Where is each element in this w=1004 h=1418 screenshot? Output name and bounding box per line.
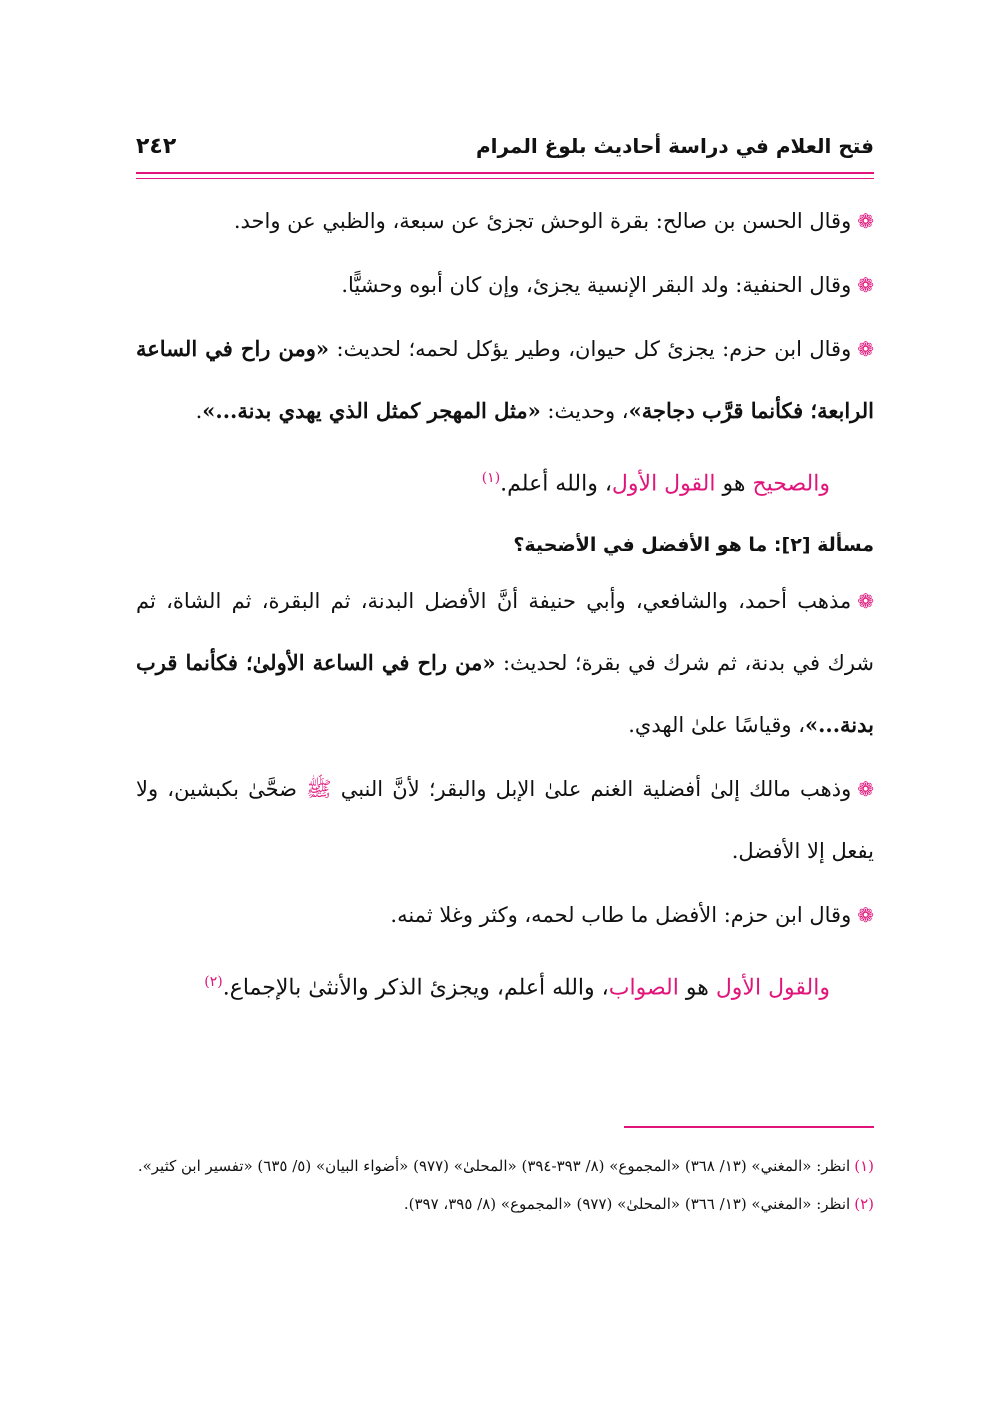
hadith-quote: «مثل المهجر كمثل الذي يهدي بدنة...» [202, 398, 541, 423]
flower-bullet-icon: ❁ [857, 589, 874, 614]
paragraph-text: وقال الحسن بن صالح: بقرة الوحش تجزئ عن سبعة، والظبي عن واحد. [233, 209, 852, 233]
conclusion-keyword: والصحيح [752, 471, 830, 497]
hadith-quote: «من راح في الساعة الأولىٰ؛ فكأنما قرب بدنة...» [136, 650, 874, 738]
page-header [136, 128, 874, 164]
issue-heading: مسألة [٢]: ما هو الأفضل في الأضحية؟ [513, 534, 874, 557]
conclusion-keyword: الصواب [608, 975, 679, 1001]
conclusion-text: ، والله أعلم. [500, 471, 612, 497]
footnote-ref-1[interactable]: (١) [481, 470, 501, 486]
paragraph-text: وقال ابن حزم: الأفضل ما طاب لحمه، وكثر وغلا ثمنه. [390, 903, 852, 928]
paragraph-text: وقال الحنفية: ولد البقر الإنسية يجزئ، وإن كان أبوه وحشيًّا. [341, 273, 852, 297]
running-title: فتح العلام في دراسة أحاديث بلوغ المرام [475, 134, 874, 158]
paragraph-hanafiyya [136, 254, 874, 316]
footnote-text: انظر: «المغني» (١٣/ ٣٦٦) «المحلىٰ» (٩٧٧) «المجموع» (٨/ ٣٩٥، ٣٩٧). [403, 1195, 851, 1213]
paragraph-text: ، وحديث: [540, 399, 629, 423]
paragraph-text: مذهب أحمد، والشافعي، وأبي حنيفة أنَّ الأفضل البدنة، ثم البقرة، ثم الشاة، ثم شرك في بدنة، ثم شرك في بقرة؛ لحديث: [136, 589, 875, 676]
footnote-separator [624, 1126, 874, 1128]
flower-bullet-icon: ❁ [857, 337, 874, 361]
conclusion-text: ، والله أعلم، ويجزئ الذكر والأنثىٰ بالإجماع. [222, 975, 609, 1001]
footnote-ref-2[interactable]: (٢) [204, 974, 223, 991]
paragraph-majority [136, 570, 874, 756]
flower-bullet-icon: ❁ [857, 209, 874, 233]
paragraph-text: ، وقياسًا علىٰ الهدي. [628, 713, 805, 738]
footnote-text: انظر: «المغني» (١٣/ ٣٦٨) «المجموع» (٨/ ٣٩٣-٣٩٤) «المحلىٰ» (٩٧٧) «أضواء البيان» (٥/ ٦٣٥) «تفسير ابن كثير». [137, 1157, 851, 1175]
salawat-icon: ﷺ [306, 777, 332, 802]
flower-bullet-icon: ❁ [857, 777, 874, 802]
footnotes [136, 1150, 874, 1226]
conclusion-text: هو [715, 471, 753, 497]
footnote-2 [136, 1188, 874, 1220]
page-number: ٢٤٢ [136, 133, 177, 159]
paragraph-malik [136, 758, 874, 882]
conclusion-2 [136, 950, 830, 1020]
header-rule-thick [136, 172, 874, 174]
hadith-quote: «ومن راح في الساعة الرابعة؛ فكأنما قرَّب دجاجة» [136, 336, 874, 423]
conclusion-keyword: القول الأول [611, 471, 716, 497]
flower-bullet-icon: ❁ [857, 273, 874, 297]
flower-bullet-icon: ❁ [857, 903, 874, 928]
paragraph-ibn-hazm-2 [136, 884, 874, 946]
paragraph-hasan-ibn-salih [136, 190, 874, 252]
header-rule-thin [136, 178, 874, 179]
paragraph-text: ضحَّىٰ بكبشين، ولا يفعل إلا الأفضل. [136, 777, 874, 864]
footnote-1 [136, 1150, 874, 1182]
footnote-number: (١) [854, 1157, 874, 1175]
paragraph-text: . [195, 399, 203, 423]
paragraph-text: وقال ابن حزم: يجزئ كل حيوان، وطير يؤكل لحمه؛ لحديث: [329, 337, 852, 361]
paragraph-text: وذهب مالك إلىٰ أفضلية الغنم علىٰ الإبل والبقر؛ لأنَّ النبي [331, 777, 852, 802]
paragraph-ibn-hazm-1 [136, 318, 874, 442]
main-text [136, 190, 874, 1025]
conclusion-keyword: والقول الأول [715, 975, 830, 1001]
conclusion-text: هو [678, 975, 716, 1001]
conclusion-1 [136, 446, 830, 516]
footnote-number: (٢) [854, 1195, 874, 1213]
